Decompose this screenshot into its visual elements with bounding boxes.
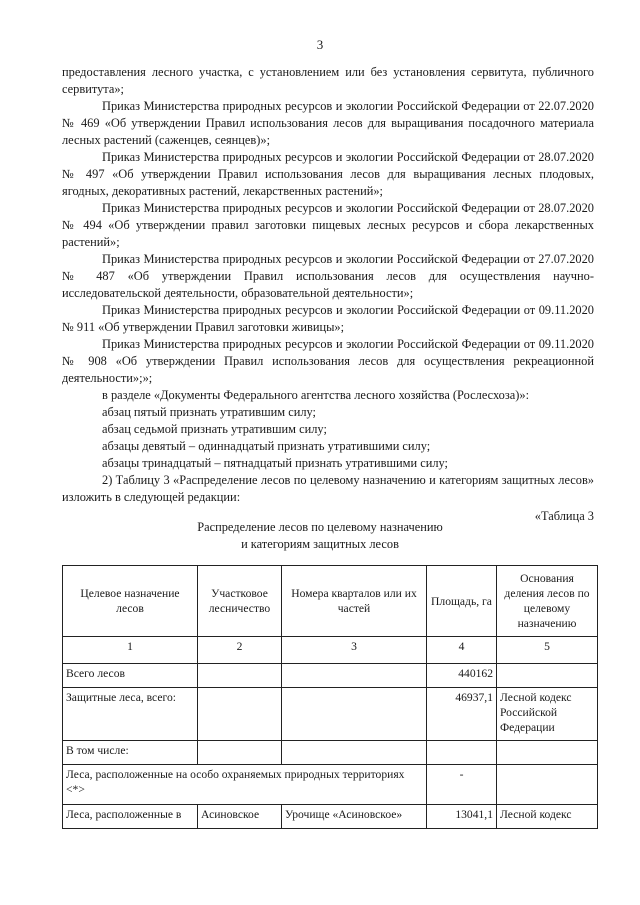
- table-cell: Защитные леса, всего:: [63, 688, 198, 741]
- table-cell: Асиновское: [198, 805, 282, 829]
- table-cell: [198, 664, 282, 688]
- table-cell: Лесной кодекс: [497, 805, 598, 829]
- paragraph: Приказ Министерства природных ресурсов и экологии Российской Федерации от 27.07.2020 № 487 «Об утверждении Правил использования лесов для осуществления научно-исследовательской деятельности, образовательной деятельности»;: [62, 252, 594, 300]
- page-number: 3: [316, 37, 324, 52]
- forest-distribution-table: [62, 565, 598, 829]
- table-title-line: и категориям защитных лесов: [241, 537, 399, 551]
- table-cell: Леса, расположенные в: [63, 805, 198, 829]
- table-cell: [497, 765, 598, 805]
- table-row: [63, 805, 598, 829]
- table-header-row: [63, 566, 598, 637]
- table-cell: 46937,1: [427, 688, 497, 741]
- header-cell: Участковое лесничество: [198, 566, 282, 637]
- paragraph: абзац пятый признать утратившим силу;: [102, 405, 316, 419]
- table-cell: [427, 741, 497, 765]
- column-number: 1: [63, 637, 198, 664]
- table-cell: Лесной кодекс Российской Федерации: [497, 688, 598, 741]
- paragraph: в разделе «Документы Федерального агентства лесного хозяйства (Рослесхоза)»:: [102, 388, 530, 402]
- paragraph: абзацы тринадцатый – пятнадцатый признать утратившими силу;: [102, 456, 448, 470]
- table-label: «Таблица 3: [534, 509, 594, 523]
- paragraph: Приказ Министерства природных ресурсов и экологии Российской Федерации от 28.07.2020 № 494 «Об утверждении правил заготовки пищевых лесных ресурсов и сбора лекарственных растений»;: [62, 201, 594, 249]
- header-cell: Целевое назначение лесов: [63, 566, 198, 637]
- column-number: 2: [198, 637, 282, 664]
- table-row: [63, 664, 598, 688]
- table-cell: Урочище «Асиновское»: [282, 805, 427, 829]
- paragraph: предоставления лесного участка, с установлением или без установления сервитута, публичного сервитута»;: [62, 65, 594, 96]
- table-cell: Всего лесов: [63, 664, 198, 688]
- table-cell: [282, 664, 427, 688]
- table-title-line: Распределение лесов по целевому назначению: [197, 520, 443, 534]
- paragraph: 2) Таблицу 3 «Распределение лесов по целевому назначению и категориям защитных лесов» изложить в следующей редакции:: [62, 473, 594, 504]
- table-cell: [198, 741, 282, 765]
- column-number: 3: [282, 637, 427, 664]
- table-cell: 440162: [427, 664, 497, 688]
- table-cell: В том числе:: [63, 741, 198, 765]
- column-number: 5: [497, 637, 598, 664]
- header-cell: Площадь, га: [427, 566, 497, 637]
- table-row: [63, 765, 598, 805]
- table-cell: 13041,1: [427, 805, 497, 829]
- column-number: 4: [427, 637, 497, 664]
- table-cell: [497, 664, 598, 688]
- table-row: [63, 688, 598, 741]
- header-cell: Номера кварталов или их частей: [282, 566, 427, 637]
- table-cell: [282, 688, 427, 741]
- document-body: [62, 64, 594, 525]
- table-cell: [198, 688, 282, 741]
- table-cell: [497, 741, 598, 765]
- paragraph: абзацы девятый – одиннадцатый признать утратившими силу;: [102, 439, 431, 453]
- table-cell: Леса, расположенные на особо охраняемых природных территориях <*>: [63, 765, 427, 805]
- table-cell: [282, 741, 427, 765]
- paragraph: Приказ Министерства природных ресурсов и экологии Российской Федерации от 09.11.2020 № 911 «Об утверждении Правил заготовки живицы»;: [62, 303, 594, 334]
- column-number-row: [63, 637, 598, 664]
- paragraph: Приказ Министерства природных ресурсов и экологии Российской Федерации от 22.07.2020 № 469 «Об утверждении Правил использования лесов для выращивания посадочного материала лесных растений (саженцев, сеянцев)»;: [62, 99, 594, 147]
- table-row: [63, 741, 598, 765]
- paragraph: Приказ Министерства природных ресурсов и экологии Российской Федерации от 28.07.2020 № 497 «Об утверждении Правил использования лесов для выращивания лесных плодовых, ягодных, декоративных растений, лекарственных растений»;: [62, 150, 594, 198]
- header-cell: Основания деления лесов по целевому назначению: [497, 566, 598, 637]
- table-cell: -: [427, 765, 497, 805]
- paragraph: абзац седьмой признать утратившим силу;: [102, 422, 327, 436]
- table-title: [0, 519, 640, 553]
- paragraph: Приказ Министерства природных ресурсов и экологии Российской Федерации от 09.11.2020 № 908 «Об утверждении Правил использования лесов для осуществления рекреационной деятельности»;»;: [62, 337, 594, 385]
